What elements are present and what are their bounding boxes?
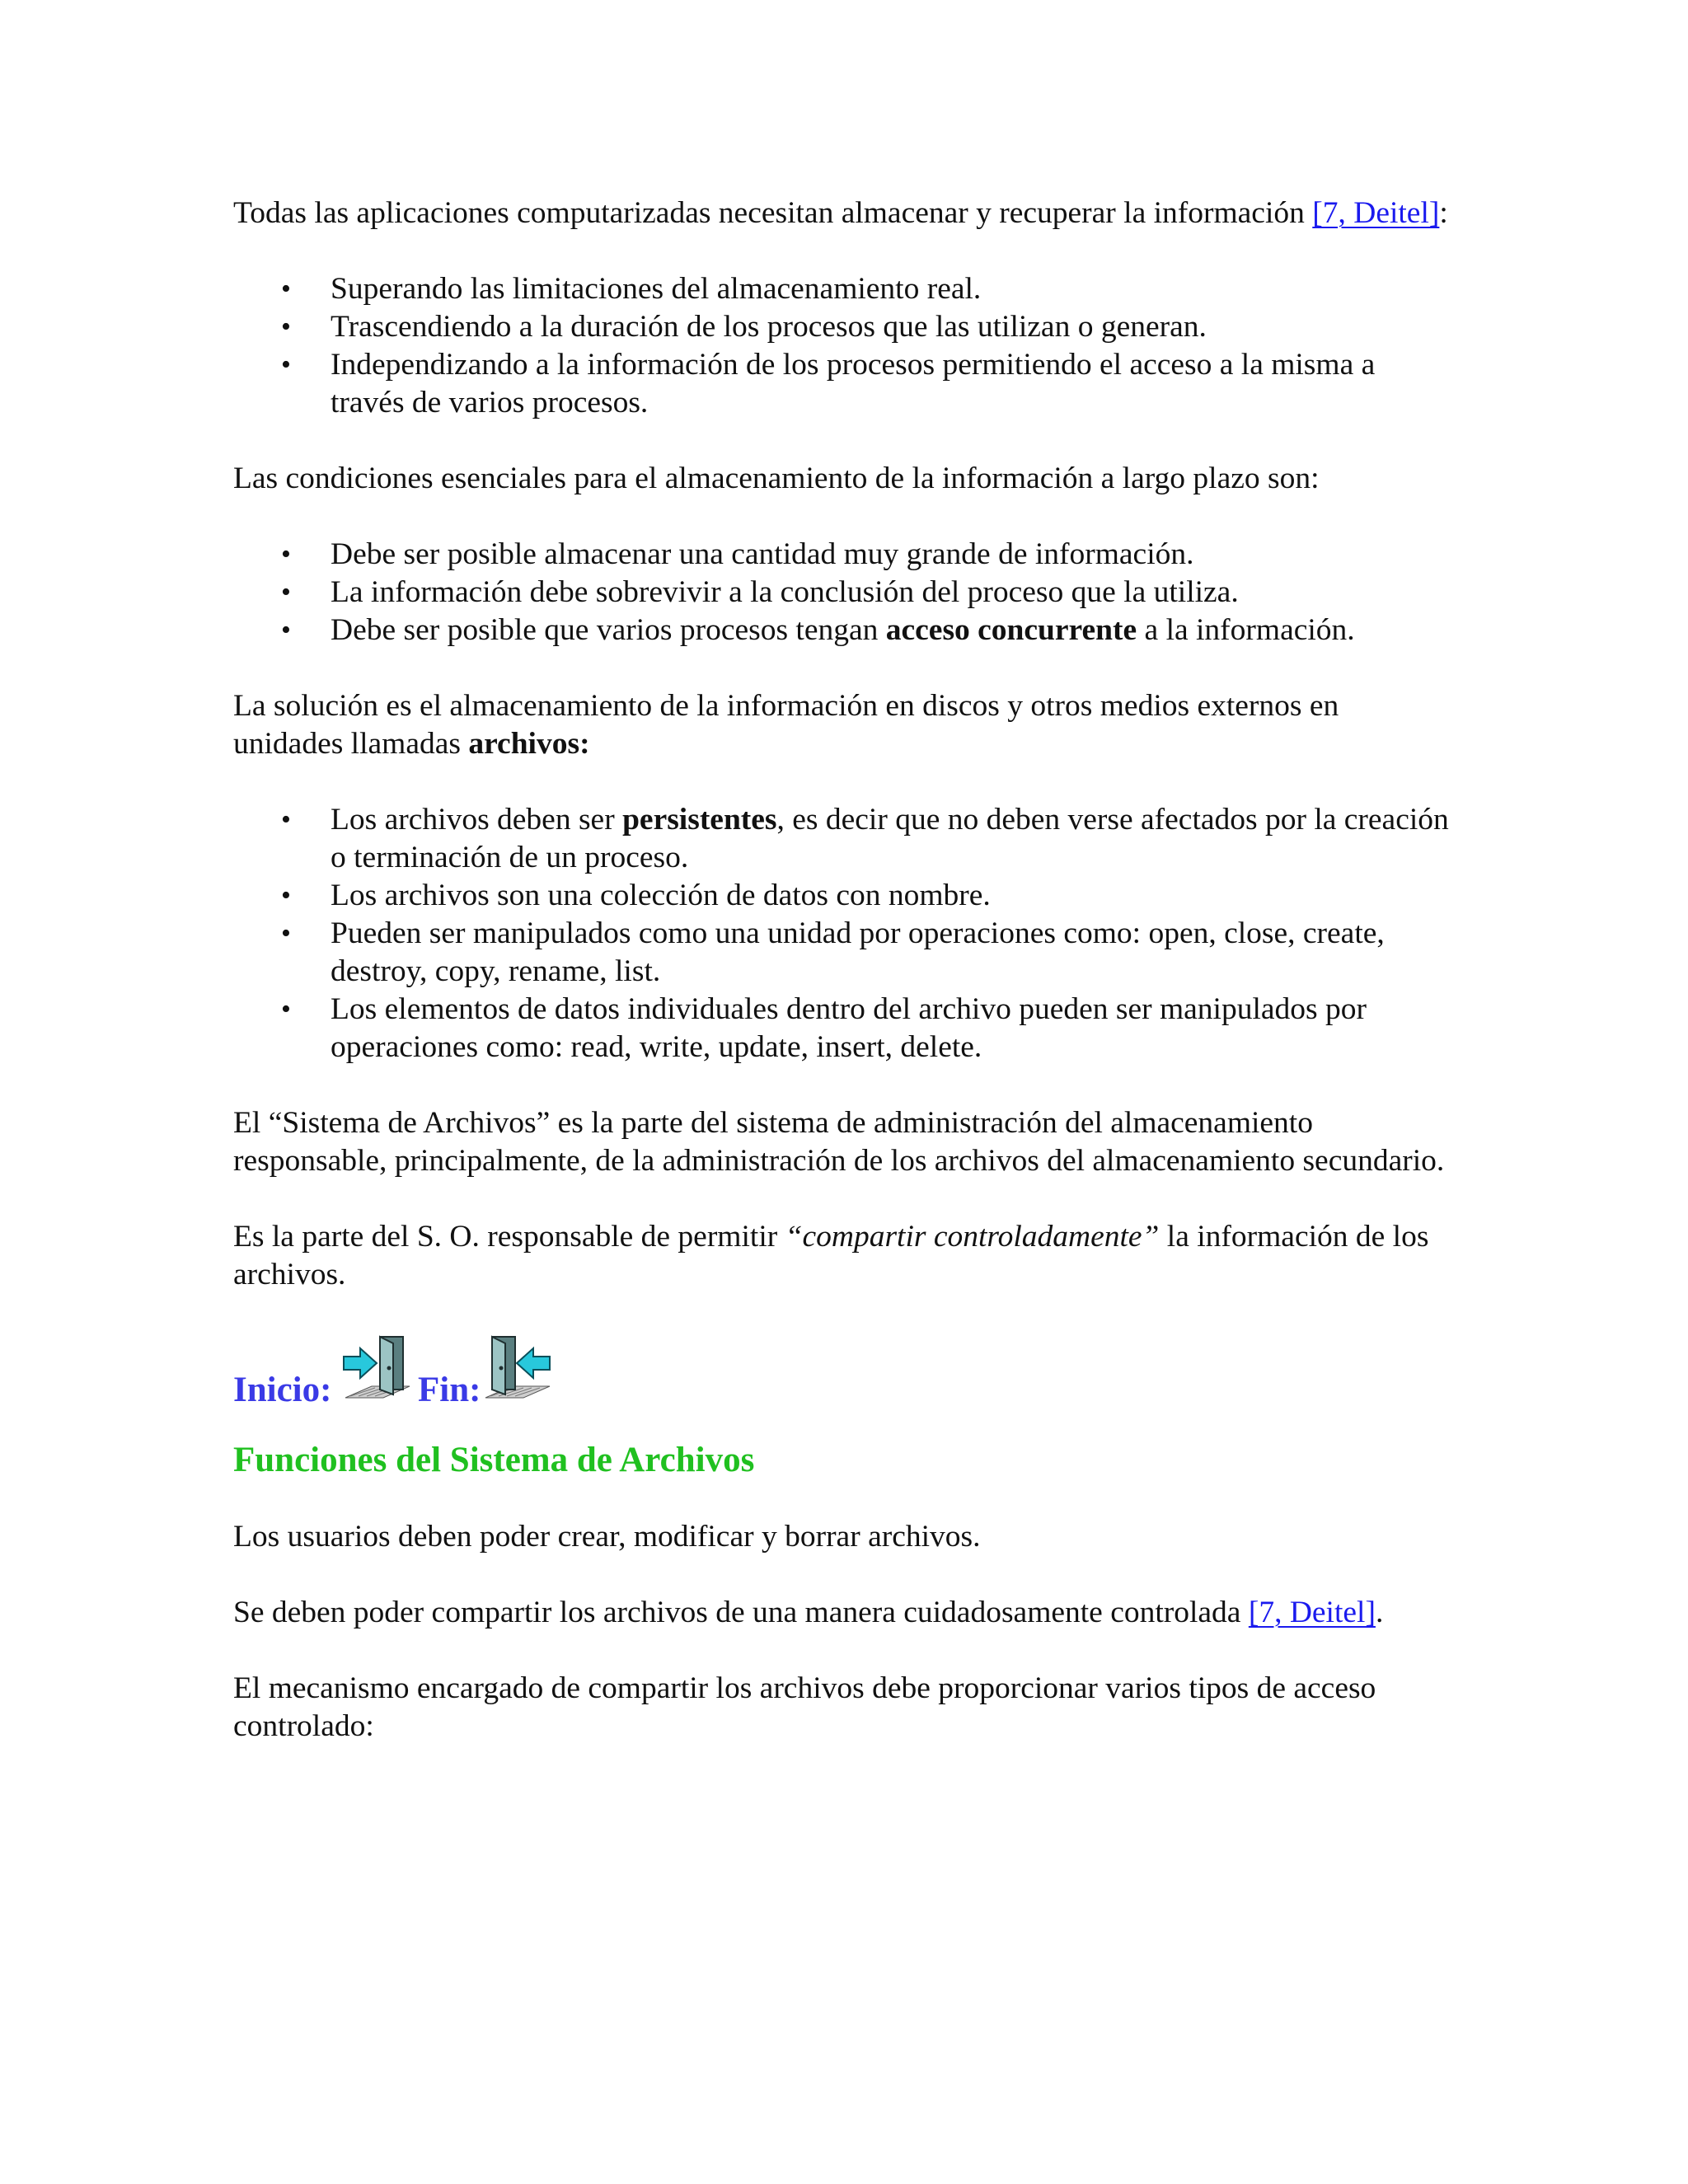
paragraph-users: Los usuarios deben poder crear, modificar y borrar archivos. — [233, 1520, 981, 1554]
list-item: • Trascendiendo a la duración de los procesos que las utilizan o generan. — [331, 308, 1453, 346]
bold-term: persistentes — [622, 803, 777, 837]
list-item: • Debe ser posible almacenar una cantidad muy grande de información. — [331, 536, 1453, 574]
bullet-list-files — [233, 801, 1453, 1066]
paragraph-sharing: Se deben poder compartir los archivos de una manera cuidadosamente controlada [7, Deitel]. — [233, 1596, 1384, 1629]
door-exit-icon[interactable] — [482, 1332, 555, 1413]
list-item: • Los archivos son una colección de datos con nombre. — [331, 877, 1453, 915]
italic-phrase: “compartir controladamente” — [785, 1220, 1160, 1254]
paragraph-os-responsibility: Es la parte del S. O. responsable de permitir “compartir controladamente” la información de los archivos. — [233, 1220, 1429, 1291]
reference-link-deitel[interactable]: [7, Deitel] — [1312, 196, 1440, 230]
document-body — [233, 194, 1453, 1783]
bold-term: acceso concurrente — [885, 613, 1137, 647]
navigation-row — [233, 1332, 1453, 1411]
bullet-list-conditions — [233, 536, 1453, 649]
paragraph-file-system: El “Sistema de Archivos” es la parte del sistema de administración del almacenamiento responsable, principalmente, de la administración de los archivos del almacenamiento secundario. — [233, 1106, 1445, 1178]
nav-end-label: Fin: — [418, 1371, 481, 1409]
paragraph-mechanism: El mecanismo encargado de compartir los archivos debe proporcionar varios tipos de acceso controlado: — [233, 1671, 1376, 1743]
list-item: • Pueden ser manipulados como una unidad por operaciones como: open, close, create, destroy, copy, rename, list. — [331, 915, 1453, 991]
nav-start-label: Inicio: — [233, 1371, 332, 1409]
paragraph-intro: Todas las aplicaciones computarizadas necesitan almacenar y recuperar la información [7, Deitel]: — [233, 196, 1448, 230]
bullet-list-requirements — [233, 270, 1453, 422]
list-item: • Debe ser posible que varios procesos tengan acceso concurrente a la información. — [331, 612, 1453, 649]
door-enter-icon[interactable] — [339, 1332, 411, 1413]
paragraph-solution: La solución es el almacenamiento de la información en discos y otros medios externos en unidades llamadas archivos: — [233, 689, 1339, 761]
list-item: • Independizando a la información de los procesos permitiendo el acceso a la misma a través de varios procesos. — [331, 346, 1453, 422]
section-heading: Funciones del Sistema de Archivos — [233, 1441, 755, 1479]
list-item: • Superando las limitaciones del almacenamiento real. — [331, 270, 1453, 308]
paragraph-conditions: Las condiciones esenciales para el almacenamiento de la información a largo plazo son: — [233, 462, 1320, 495]
list-item: • La información debe sobrevivir a la conclusión del proceso que la utiliza. — [331, 574, 1453, 612]
reference-link-deitel[interactable]: [7, Deitel] — [1248, 1596, 1376, 1629]
list-item: • Los archivos deben ser persistentes, es decir que no deben verse afectados por la creación o terminación de un proceso. — [331, 801, 1453, 877]
list-item: • Los elementos de datos individuales dentro del archivo pueden ser manipulados por operaciones como: read, write, update, insert, delete. — [331, 991, 1453, 1066]
bold-term: archivos: — [468, 727, 590, 761]
